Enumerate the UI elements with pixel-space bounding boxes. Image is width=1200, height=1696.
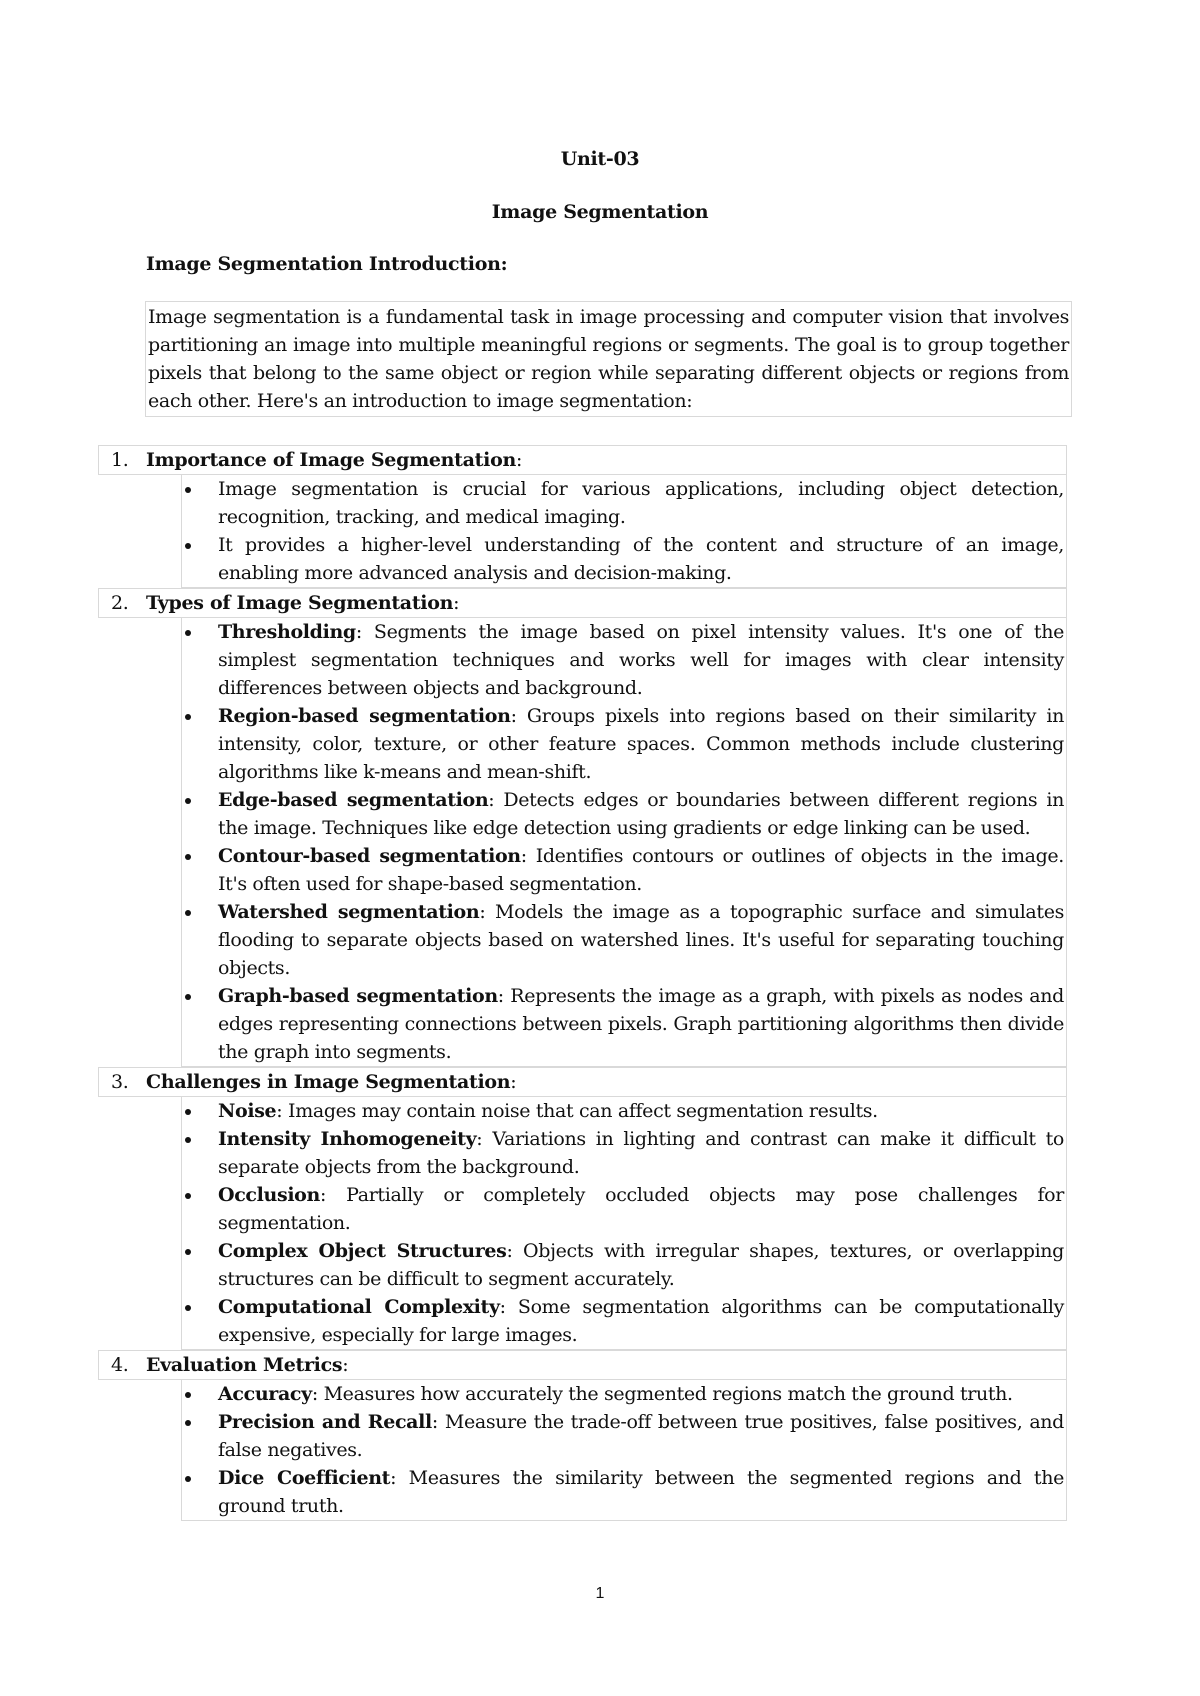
list-item: [182, 702, 1066, 786]
unit-label: Unit-03: [560, 148, 640, 170]
bullet-term: Precision and Recall: [218, 1411, 432, 1433]
list-item: [182, 786, 1066, 842]
bullet-term: Edge-based segmentation: [218, 789, 489, 811]
section-title: Evaluation Metrics:: [146, 1354, 349, 1376]
section-number: 4.: [111, 1354, 129, 1376]
bullet-term: Complex Object Structures: [218, 1240, 507, 1262]
section-title: Types of Image Segmentation:: [146, 592, 460, 614]
section-number: 1.: [111, 449, 129, 471]
bullet-term: Occlusion: [218, 1184, 320, 1206]
bullet-text: : Objects with irregular shapes, textures, or overlapping structures can be difficult to segment accurately.: [218, 1240, 1064, 1290]
bullet-icon: [185, 1109, 191, 1115]
bullet-text: : Images may contain noise that can affect segmentation results.: [276, 1100, 878, 1122]
list-item: [182, 1408, 1066, 1464]
list-item: [182, 1237, 1066, 1293]
bullet-text: It provides a higher-level understanding of the content and structure of an image, enabling more advanced analysis and decision-making.: [218, 534, 1064, 584]
bullet-icon: [185, 1137, 191, 1143]
section-title: Challenges in Image Segmentation:: [146, 1071, 517, 1093]
bullet-list: [181, 618, 1067, 1067]
bullet-icon: [185, 1193, 191, 1199]
bullet-term: Watershed segmentation: [218, 901, 480, 923]
intro-paragraph: Image segmentation is a fundamental task in image processing and computer vision that involves partitioning an image into multiple meaningful regions or segments. The goal is to group together pixels that belong to the same object or region while separating different objects or regions from each other. Here's an introduction to image segmentation:: [145, 301, 1072, 417]
bullet-text: : Models the image as a topographic surface and simulates flooding to separate objects based on watershed lines. It's useful for separating touching objects.: [218, 901, 1064, 979]
section-number: 2.: [111, 592, 129, 614]
bullet-term: Computational Complexity: [218, 1296, 500, 1318]
list-item: [182, 1293, 1066, 1349]
bullet-term: Thresholding: [218, 621, 356, 643]
section-number: 3.: [111, 1071, 129, 1093]
bullet-icon: [185, 1305, 191, 1311]
bullet-term: Contour-based segmentation: [218, 845, 521, 867]
bullet-text: : Identifies contours or outlines of objects in the image. It's often used for shape-based segmentation.: [218, 845, 1064, 895]
bullet-text: : Measure the trade-off between true positives, false positives, and false negatives.: [218, 1411, 1064, 1461]
list-item: [182, 1464, 1066, 1520]
bullet-list: [181, 475, 1067, 588]
bullet-text: : Detects edges or boundaries between different regions in the image. Techniques like edge detection using gradients or edge linking can be used.: [218, 789, 1064, 839]
bullet-icon: [185, 1249, 191, 1255]
list-item: [182, 1125, 1066, 1181]
section-heading: [98, 588, 1067, 618]
bullet-list: [181, 1097, 1067, 1350]
sections-list: [98, 445, 1067, 1521]
list-item: [182, 1380, 1066, 1408]
page-number: 1: [595, 1585, 605, 1602]
bullet-text: : Partially or completely occluded objects may pose challenges for segmentation.: [218, 1184, 1064, 1234]
section-title: Importance of Image Segmentation:: [146, 449, 523, 471]
list-item: [182, 475, 1066, 531]
bullet-icon: [185, 543, 191, 549]
bullet-icon: [185, 854, 191, 860]
bullet-term: Intensity Inhomogeneity: [218, 1128, 477, 1150]
bullet-icon: [185, 1476, 191, 1482]
section-heading: [98, 1350, 1067, 1380]
bullet-icon: [185, 1392, 191, 1398]
list-item: [182, 898, 1066, 982]
page-title: Image Segmentation: [491, 201, 709, 223]
list-item: [182, 531, 1066, 587]
bullet-icon: [185, 714, 191, 720]
bullet-text: Image segmentation is crucial for various applications, including object detection, recognition, tracking, and medical imaging.: [218, 478, 1064, 528]
list-item: [182, 982, 1066, 1066]
list-item: [182, 842, 1066, 898]
bullet-text: : Groups pixels into regions based on their similarity in intensity, color, texture, or other feature spaces. Common methods include clustering algorithms like k-means and mean-shift.: [218, 705, 1065, 783]
bullet-icon: [185, 910, 191, 916]
bullet-icon: [185, 1420, 191, 1426]
intro-heading: Image Segmentation Introduction:: [146, 253, 508, 275]
bullet-list: [181, 1380, 1067, 1521]
bullet-icon: [185, 994, 191, 1000]
bullet-term: Region-based segmentation: [218, 705, 511, 727]
bullet-text: : Segments the image based on pixel intensity values. It's one of the simplest segmentation techniques and works well for images with clear intensity differences between objects and background.: [218, 621, 1064, 699]
bullet-text: : Measures the similarity between the segmented regions and the ground truth.: [218, 1467, 1064, 1517]
bullet-term: Dice Coefficient: [218, 1467, 391, 1489]
bullet-text: : Some segmentation algorithms can be computationally expensive, especially for large images.: [218, 1296, 1064, 1346]
section-heading: [98, 1067, 1067, 1097]
list-item: [182, 618, 1066, 702]
section-heading: [98, 445, 1067, 475]
bullet-text: : Represents the image as a graph, with pixels as nodes and edges representing connections between pixels. Graph partitioning algorithms then divide the graph into segments.: [218, 985, 1064, 1063]
bullet-icon: [185, 487, 191, 493]
bullet-term: Graph-based segmentation: [218, 985, 498, 1007]
list-item: [182, 1181, 1066, 1237]
bullet-icon: [185, 630, 191, 636]
bullet-icon: [185, 798, 191, 804]
bullet-text: : Variations in lighting and contrast can make it difficult to separate objects from the background.: [218, 1128, 1065, 1178]
bullet-text: : Measures how accurately the segmented regions match the ground truth.: [311, 1383, 1013, 1405]
list-item: [182, 1097, 1066, 1125]
bullet-term: Noise: [218, 1100, 277, 1122]
bullet-term: Accuracy: [218, 1383, 312, 1405]
